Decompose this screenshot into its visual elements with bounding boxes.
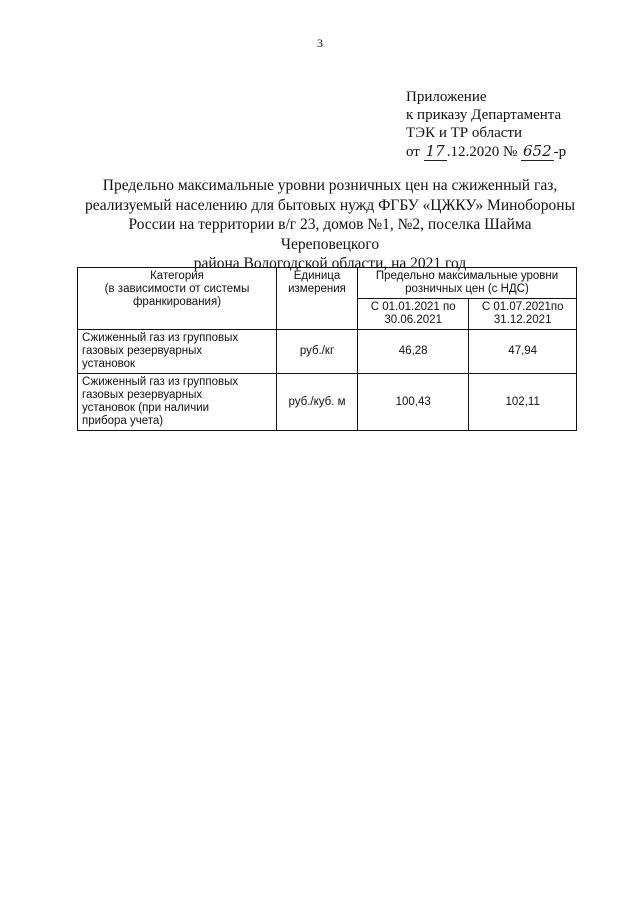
price-table: [77, 267, 577, 431]
row1-unit: руб./кг: [277, 330, 358, 374]
row1-price1: 46,28: [358, 330, 469, 374]
header-price-group: [358, 268, 577, 299]
header-category-line3: франкирования): [132, 296, 222, 308]
row2-price1: 100,43: [358, 374, 469, 431]
row2-price2: 102,11: [469, 374, 577, 431]
title-line1: Предельно максимальные уровни розничных цен на сжиженный газ,: [102, 177, 558, 194]
header-price-line2: розничных цен (с НДС): [405, 283, 529, 295]
row2-category: [78, 374, 277, 431]
header-category-line2: (в зависимости от системы: [104, 283, 250, 295]
row1-category-line2: газовых резервуарных: [82, 345, 203, 357]
table-row: [78, 330, 577, 374]
table-row: [78, 374, 577, 431]
document-title: [80, 176, 580, 274]
title-line4: района Вологодской области, на 2021 год: [193, 255, 467, 272]
appendix-date-line: [406, 142, 566, 161]
appendix-block: [406, 88, 566, 161]
appendix-line2: к приказу Департамента: [406, 107, 562, 123]
header-category: [78, 268, 277, 330]
header-category-line1: Категория: [150, 270, 204, 282]
row2-category-line4: прибора учета): [82, 415, 164, 427]
appendix-line1: Приложение: [406, 89, 487, 105]
row2-category-line3: установок (при наличии: [82, 402, 210, 414]
title-line2: реализуемый населению для бытовых нужд ФГБУ «ЦЖКУ» Минобороны: [84, 196, 576, 214]
title-line3: России на территории в/г 23, домов №1, №2, поселка Шайма Череповецкого: [128, 216, 532, 253]
date-prefix: от: [406, 144, 420, 160]
header-period2-line2: 31.12.2021: [493, 314, 552, 326]
row2-category-line2: газовых резервуарных: [82, 389, 203, 401]
row1-category: [78, 330, 277, 374]
date-day-handwritten: 17: [425, 142, 445, 160]
header-unit-line2: измерения: [288, 283, 346, 295]
header-row: [78, 268, 577, 299]
header-price-line1: Предельно максимальные уровни: [375, 270, 559, 282]
header-period1-line1: С 01.01.2021 по: [370, 301, 456, 313]
row2-unit: руб./куб. м: [277, 374, 358, 431]
header-unit: [277, 268, 358, 330]
page-number: 3: [317, 36, 323, 50]
row2-category-line1: Сжиженный газ из групповых: [82, 376, 239, 388]
header-period2: [469, 299, 577, 330]
header-period1-line2: 30.06.2021: [384, 314, 442, 326]
row1-category-line3: установок: [82, 358, 136, 370]
header-unit-line1: Единица: [293, 270, 341, 282]
appendix-line3: ТЭК и ТР области: [406, 125, 522, 141]
date-rest: .12.2020: [446, 144, 500, 160]
number-suffix: -р: [553, 144, 567, 160]
number-prefix: №: [502, 144, 518, 160]
row1-price2: 47,94: [469, 330, 577, 374]
order-number-handwritten: 652: [523, 142, 552, 160]
row1-category-line1: Сжиженный газ из групповых: [82, 332, 239, 344]
header-period1: [358, 299, 469, 330]
header-period2-line1: С 01.07.2021по: [481, 301, 564, 313]
